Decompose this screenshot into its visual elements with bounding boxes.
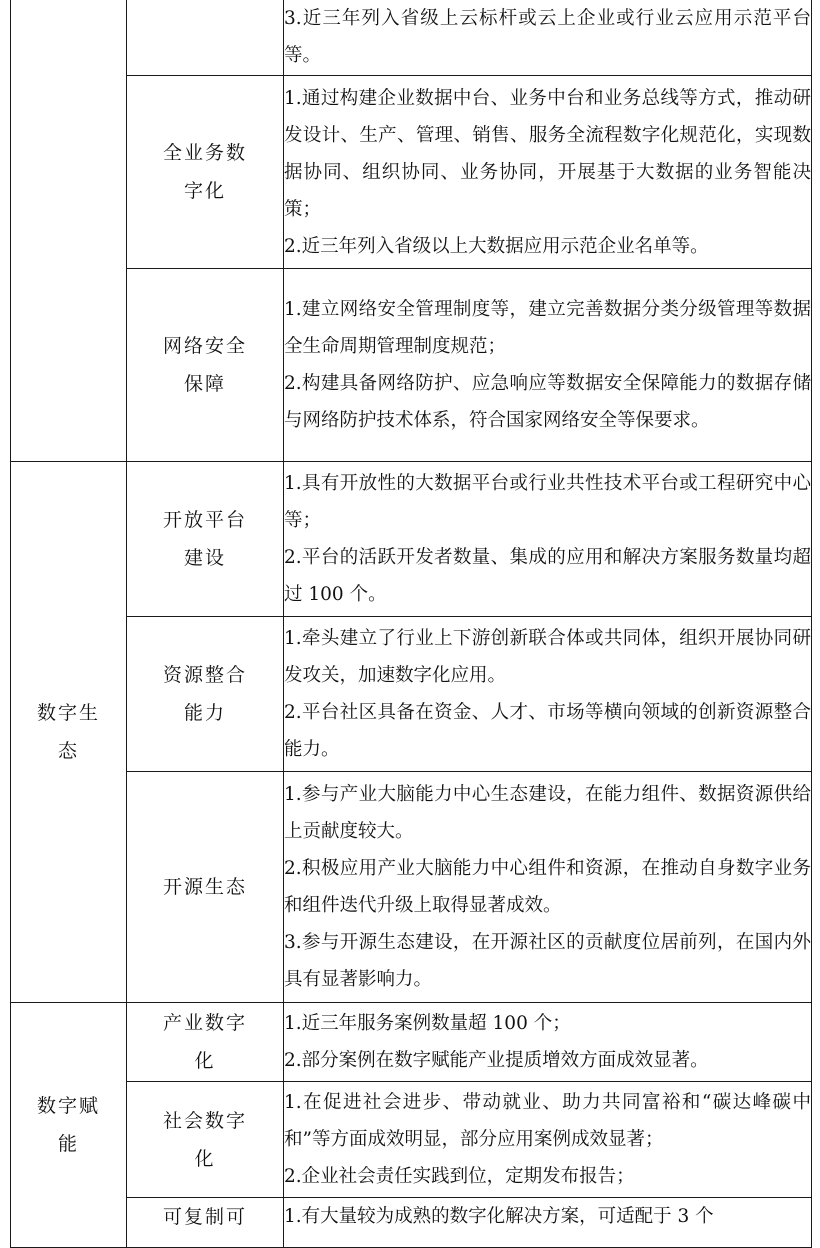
table-row [11,462,812,617]
sub-category-label: 产业数字 [162,1012,247,1034]
description-line: 2.企业社会责任实践到位，定期发布报告； [284,1166,635,1187]
category-cell [11,462,127,1003]
sub-category-label: 开源生态 [162,876,247,898]
description-cell [284,269,812,462]
sub-category-cell [127,1082,284,1198]
description-cell [284,1198,812,1248]
category-label: 能 [57,1133,79,1155]
sub-category-label: 全业务数 [162,142,247,164]
table-row [11,1082,812,1198]
description-line: 1.参与产业大脑能力中心生态建设，在能力组件、数据资源供给上贡献度较大。 [284,784,811,842]
table-row [11,76,812,269]
description-line: 3.参与开源生态建设，在开源社区的贡献度位居前列，在国内外具有显著影响力。 [284,932,811,990]
category-cell-continued [11,0,127,462]
table-row [11,772,812,1003]
category-label: 态 [57,740,79,762]
description-line: 3.近三年列入省级上云标杆或云上企业或行业云应用示范平台等。 [284,8,811,66]
description-line: 1.具有开放性的大数据平台或行业共性技术平台或工程研究中心等； [284,473,811,531]
description-cell [284,1082,812,1198]
description-line: 2.积极应用产业大脑能力中心组件和资源，在推动自身数字业务和组件迭代升级上取得显著成效。 [284,858,811,916]
sub-category-cell [127,76,284,269]
description-line: 1.近三年服务案例数量超 100 个； [284,1013,571,1034]
description-cell [284,0,812,76]
description-line: 1.在促进社会进步、带动就业、助力共同富裕和“碳达峰碳中和”等方面成效明显，部分应用案例成效显著； [284,1092,811,1150]
sub-category-label: 化 [194,1147,216,1170]
sub-category-label: 保障 [183,373,226,395]
sub-category-cell [127,269,284,462]
description-cell [284,617,812,772]
sub-category-cell [127,772,284,1003]
sub-category-cell [127,1198,284,1248]
sub-category-label: 资源整合 [162,664,247,686]
sub-category-label: 化 [194,1050,216,1072]
description-line: 1.牵头建立了行业上下游创新联合体或共同体，组织开展协同研发攻关，加速数字化应用。 [284,628,811,686]
table-row [11,0,812,76]
description-cell [284,772,812,1003]
sub-category-cell [127,0,284,76]
sub-category-label: 可复制可 [162,1206,247,1228]
sub-category-label: 能力 [183,702,226,724]
category-label: 数字赋 [36,1095,100,1117]
sub-category-label: 社会数字 [162,1109,247,1132]
sub-category-label: 开放平台 [162,509,247,531]
table-row [11,1198,812,1248]
category-cell [11,1003,127,1248]
description-line: 1.通过构建企业数据中台、业务中台和业务总线等方式，推动研发设计、生产、管理、销售、服务全流程数字化规范化，实现数据协同、组织协同、业务协同，开展基于大数据的业务智能决策； [284,87,811,220]
sub-category-cell [127,1003,284,1082]
description-line: 1.有大量较为成熟的数字化解决方案，可适配于 3 个 [284,1206,714,1227]
table-row [11,1003,812,1082]
description-line: 1.建立网络安全管理制度等，建立完善数据分类分级管理等数据全生命周期管理制度规范； [284,299,811,357]
description-cell [284,1003,812,1082]
table-row [11,269,812,462]
description-line: 2.部分案例在数字赋能产业提质增效方面成效显著。 [284,1050,709,1071]
category-label: 数字生 [36,702,100,724]
criteria-table [10,0,812,1248]
sub-category-label: 字化 [183,180,226,202]
sub-category-cell [127,617,284,772]
sub-category-cell [127,462,284,617]
description-line: 2.平台社区具备在资金、人才、市场等横向领域的创新资源整合能力。 [284,702,811,760]
description-line: 2.构建具备网络防护、应急响应等数据安全保障能力的数据存储与网络防护技术体系，符合国家网络安全等保要求。 [284,373,811,431]
description-cell [284,76,812,269]
description-cell [284,462,812,617]
description-line: 2.平台的活跃开发者数量、集成的应用和解决方案服务数量均超过 100 个。 [284,547,811,605]
sub-category-label: 建设 [183,547,226,569]
description-line: 2.近三年列入省级以上大数据应用示范企业名单等。 [284,235,709,257]
table-row [11,617,812,772]
sub-category-label: 网络安全 [162,335,247,357]
